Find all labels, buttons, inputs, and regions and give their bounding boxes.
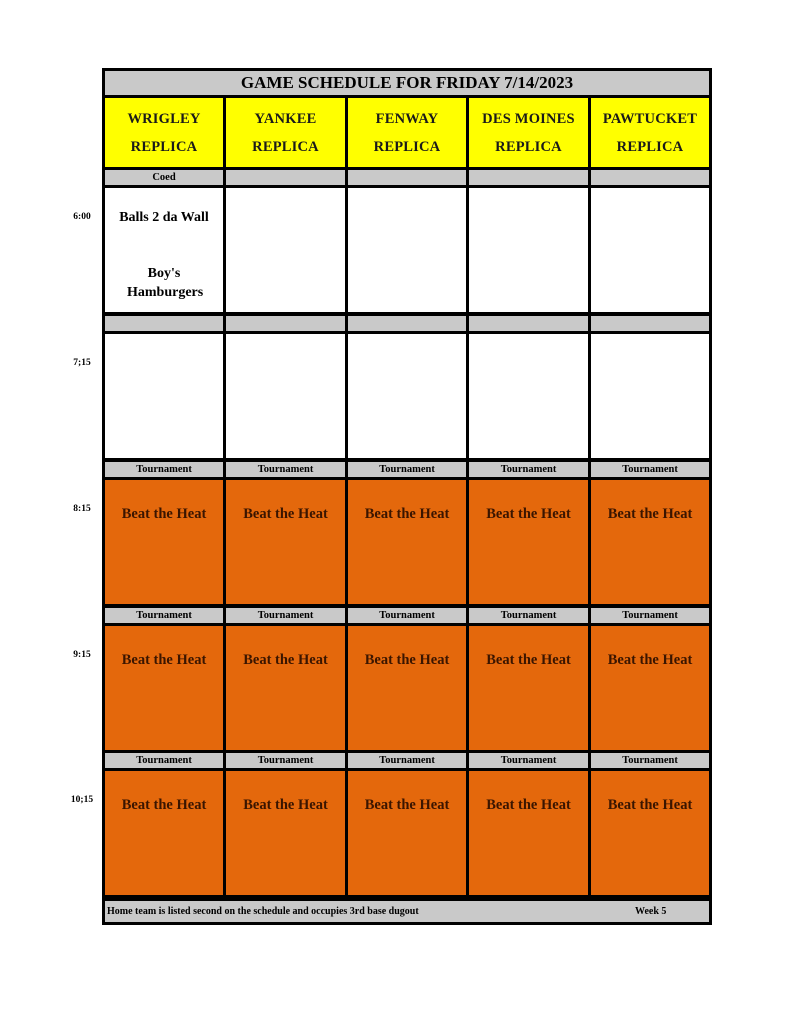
game-slot-tournament — [105, 771, 223, 895]
division-band — [469, 316, 588, 331]
division-band: Tournament — [591, 462, 709, 477]
game-slot-tournament — [469, 480, 588, 604]
division-band — [348, 170, 466, 185]
game-label: Beat the Heat — [607, 506, 693, 522]
division-band: Tournament — [469, 753, 588, 768]
division-band — [591, 170, 709, 185]
game-slot-tournament — [591, 771, 709, 895]
game-label: Beat the Heat — [121, 797, 207, 813]
game-slot-tournament — [226, 771, 345, 895]
home-team: Boy's Hamburgers — [127, 266, 204, 300]
division-band: Tournament — [105, 608, 223, 623]
schedule-title: GAME SCHEDULE FOR FRIDAY 7/14/2023 — [105, 71, 709, 95]
field-name: PAWTUCKET — [602, 110, 698, 127]
division-band: Tournament — [469, 608, 588, 623]
field-header-pawtucket — [591, 98, 709, 167]
game-label: Beat the Heat — [243, 652, 328, 668]
field-name: WRIGLEY — [127, 110, 201, 127]
division-band — [226, 316, 345, 331]
division-band: Tournament — [226, 753, 345, 768]
week-label: Week 5 — [635, 906, 667, 917]
game-slot-tournament — [105, 626, 223, 750]
field-header-yankee — [226, 98, 345, 167]
game-slot — [105, 334, 223, 458]
game-slot — [591, 188, 709, 312]
schedule-table — [102, 68, 712, 925]
game-slot-tournament — [591, 626, 709, 750]
game-slot-tournament — [226, 626, 345, 750]
game-label: Beat the Heat — [364, 652, 450, 668]
division-band — [105, 316, 223, 331]
time-label: 10;15 — [70, 795, 94, 805]
schedule-footer — [105, 901, 709, 922]
game-slot-tournament — [226, 480, 345, 604]
time-label: 7;15 — [73, 358, 91, 368]
time-label: 9:15 — [73, 650, 91, 660]
game-slot — [469, 188, 588, 312]
division-band — [348, 316, 466, 331]
game-slot — [469, 334, 588, 458]
division-band: Tournament — [591, 753, 709, 768]
division-band — [591, 316, 709, 331]
division-band: Tournament — [105, 462, 223, 477]
division-band: Tournament — [591, 608, 709, 623]
field-header-des-moines — [469, 98, 588, 167]
field-subtitle: REPLICA — [373, 138, 441, 155]
game-label: Beat the Heat — [243, 797, 328, 813]
game-slot — [226, 188, 345, 312]
time-label: 8:15 — [73, 504, 91, 514]
game-slot-tournament — [105, 480, 223, 604]
game-label: Beat the Heat — [607, 652, 693, 668]
game-slot-tournament — [348, 480, 466, 604]
field-name: DES MOINES — [482, 110, 575, 127]
game-slot-tournament — [591, 480, 709, 604]
division-band: Tournament — [348, 753, 466, 768]
division-band — [226, 170, 345, 185]
game-label: Beat the Heat — [486, 652, 571, 668]
game-label: Beat the Heat — [486, 797, 571, 813]
division-band: Tournament — [226, 462, 345, 477]
game-slot-tournament — [348, 771, 466, 895]
field-header-wrigley — [105, 98, 223, 167]
game-label: Beat the Heat — [243, 506, 328, 522]
division-band — [469, 170, 588, 185]
game-slot-tournament — [469, 771, 588, 895]
division-band: Coed — [105, 170, 223, 185]
game-slot — [348, 188, 466, 312]
game-label: Beat the Heat — [607, 797, 693, 813]
game-slot-tournament — [348, 626, 466, 750]
time-label: 6:00 — [73, 212, 91, 222]
field-name: YANKEE — [254, 110, 317, 127]
away-team: Balls 2 da Wall — [119, 210, 209, 225]
game-slot — [348, 334, 466, 458]
field-subtitle: REPLICA — [616, 138, 684, 155]
game-label: Beat the Heat — [121, 652, 207, 668]
game-slot — [591, 334, 709, 458]
division-band: Tournament — [226, 608, 345, 623]
field-name: FENWAY — [375, 110, 439, 127]
field-header-fenway — [348, 98, 466, 167]
game-slot-tournament — [469, 626, 588, 750]
game-slot — [105, 188, 223, 312]
division-band: Tournament — [348, 608, 466, 623]
game-label: Beat the Heat — [364, 506, 450, 522]
footer-note: Home team is listed second on the schedule and occupies 3rd base dugout — [107, 906, 419, 917]
game-label: Beat the Heat — [364, 797, 450, 813]
field-subtitle: REPLICA — [252, 138, 319, 155]
division-band: Tournament — [348, 462, 466, 477]
game-label: Beat the Heat — [486, 506, 571, 522]
game-slot — [226, 334, 345, 458]
game-label: Beat the Heat — [121, 506, 207, 522]
division-band: Tournament — [105, 753, 223, 768]
field-subtitle: REPLICA — [130, 138, 198, 155]
division-band: Tournament — [469, 462, 588, 477]
field-subtitle: REPLICA — [495, 138, 562, 155]
